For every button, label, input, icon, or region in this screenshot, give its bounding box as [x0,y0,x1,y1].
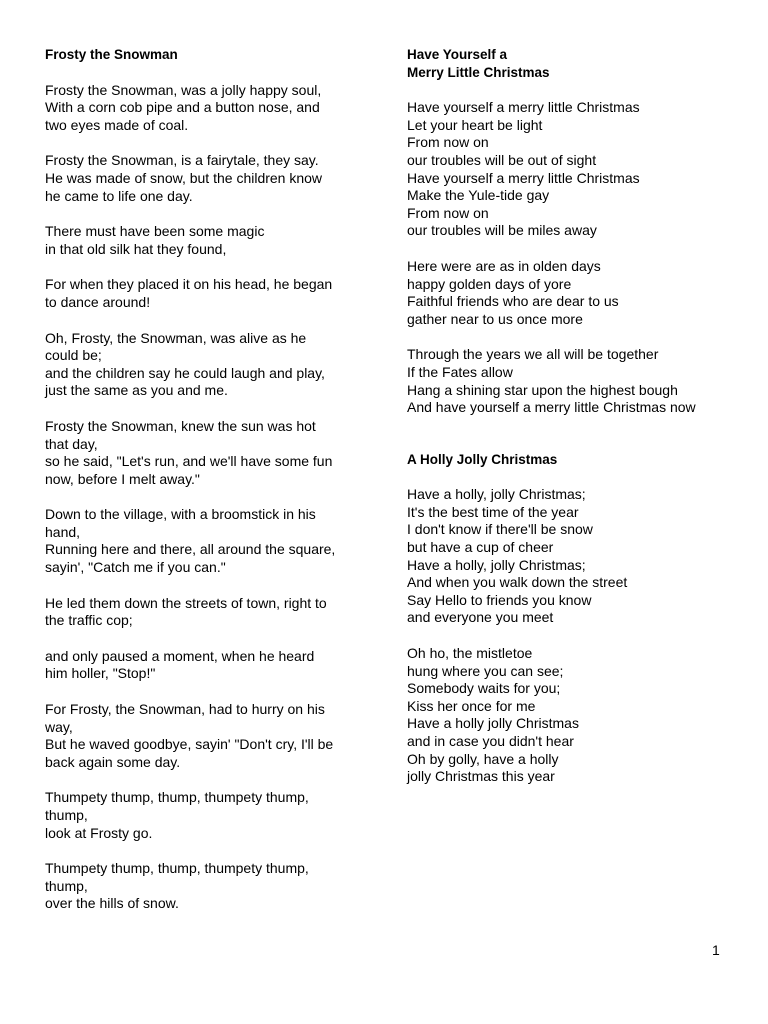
lyric-line: There must have been some magic [45,223,265,240]
lyric-line: look at Frosty go. [45,824,153,841]
lyric-line: Have a holly, jolly Christmas; [407,486,586,503]
title-line: Have Yourself a [407,47,508,62]
title-line: A Holly Jolly Christmas [407,451,558,467]
lyric-line: and everyone you meet [407,609,554,626]
lyric-line: But he waved goodbye, sayin' "Don't cry, I'll be [45,736,334,753]
lyric-line: way, [45,718,73,735]
lyric-line: now, before I melt away." [45,470,200,487]
lyric-line: so he said, "Let's run, and we'll have some fun [45,453,333,470]
lyric-line: him holler, "Stop!" [45,665,156,682]
lyric-line: over the hills of snow. [45,895,179,912]
lyric-line: gather near to us once more [407,310,583,327]
lyric-line: Oh ho, the mistletoe [407,645,533,662]
lyric-line: Make the Yule-tide gay [407,187,550,204]
lyric-line: If the Fates allow [407,363,513,380]
song-frosty-the-snowman [45,46,375,913]
lyric-line: Down to the village, with a broomstick in his [45,506,316,523]
song-title [407,46,752,81]
lyric-line: he came to life one day. [45,187,193,204]
song-holly-jolly-christmas [407,451,752,786]
stanza [407,346,752,416]
stanza [45,276,375,311]
lyric-line: Have a holly, jolly Christmas; [407,556,586,573]
stanza [45,789,375,842]
lyric-line: Kiss her once for me [407,697,536,714]
lyric-line: just the same as you and me. [45,382,228,399]
stanza [407,258,752,328]
stanza [45,330,375,400]
stanza [45,860,375,913]
lyric-line: For Frosty, the Snowman, had to hurry on his [45,701,325,718]
lyric-line: and in case you didn't hear [407,733,574,749]
lyric-line: From now on [407,134,489,151]
lyric-line: Say Hello to friends you know [407,591,592,608]
lyric-line: He led them down the streets of town, right to [45,594,327,611]
lyric-line: jolly Christmas this year [407,768,555,785]
lyric-line: And have yourself a merry little Christmas now [407,399,696,416]
lyric-line: Hang a shining star upon the highest bough [407,381,678,398]
title-line: Merry Little Christmas [407,64,550,80]
lyric-line: I don't know if there'll be snow [407,521,593,538]
lyric-line: back again some day. [45,753,181,770]
lyric-line: two eyes made of coal. [45,116,189,133]
song-merry-little-christmas [407,46,752,417]
lyric-line: Thumpety thump, thump, thumpety thump, [45,860,309,877]
lyric-line: With a corn cob pipe and a button nose, and [45,99,320,116]
lyric-line: Have yourself a merry little Christmas [407,169,640,186]
stanza [45,152,375,205]
lyric-line: hand, [45,523,81,540]
lyric-line: Running here and there, all around the square, [45,541,336,558]
lyric-line: Oh by golly, have a holly [407,750,559,767]
lyric-line: Faithful friends who are dear to us [407,293,619,310]
stanza [45,82,375,135]
lyric-line: to dance around! [45,293,151,310]
lyric-line: Have yourself a merry little Christmas [407,99,640,116]
lyric-line: but have a cup of cheer [407,539,554,556]
stanza [407,99,752,240]
lyric-line: the traffic cop; [45,612,133,629]
lyric-line: For when they placed it on his head, he began [45,276,333,293]
lyric-line: thump, [45,807,88,823]
right-column [407,46,752,804]
stanza [45,223,375,258]
stanza [45,648,375,683]
lyric-line: Frosty the Snowman, is a fairytale, they say. [45,152,319,169]
lyric-line: Frosty the Snowman, knew the sun was hot [45,417,316,434]
lyric-line: Through the years we all will be together [407,346,659,363]
stanza [407,486,752,627]
lyric-line: He was made of snow, but the children know [45,169,323,186]
title-line: Frosty the Snowman [45,47,178,62]
left-column [45,46,375,931]
lyric-line: hung where you can see; [407,662,564,679]
lyric-line: Have a holly jolly Christmas [407,715,579,732]
stanza [45,595,375,630]
stanza [407,645,752,786]
lyric-line: and the children say he could laugh and play, [45,364,325,381]
lyric-line: our troubles will be out of sight [407,151,597,168]
stanza [45,506,375,576]
lyric-line: sayin', "Catch me if you can." [45,559,226,576]
lyric-line: From now on [407,204,489,221]
lyric-line: in that old silk hat they found, [45,240,227,257]
lyric-line: Frosty the Snowman, was a jolly happy soul, [45,81,322,98]
lyric-line: Oh, Frosty, the Snowman, was alive as he [45,329,307,346]
lyric-line: and only paused a moment, when he heard [45,647,315,664]
lyric-line: Let your heart be light [407,116,543,133]
song-title [45,46,375,64]
song-title [407,451,752,469]
lyric-line: Here were are as in olden days [407,257,601,274]
lyric-line: our troubles will be miles away [407,222,597,239]
lyric-line: thump, [45,877,88,894]
stanza [45,418,375,488]
lyric-line: could be; [45,347,102,364]
lyric-line: And when you walk down the street [407,574,628,591]
lyric-line: Thumpety thump, thump, thumpety thump, [45,789,309,806]
stanza [45,701,375,771]
lyric-line: Somebody waits for you; [407,680,561,697]
lyric-line: that day, [45,435,98,452]
lyric-line: happy golden days of yore [407,275,572,292]
page-number: 1 [712,942,720,958]
lyric-line: It's the best time of the year [407,503,579,520]
